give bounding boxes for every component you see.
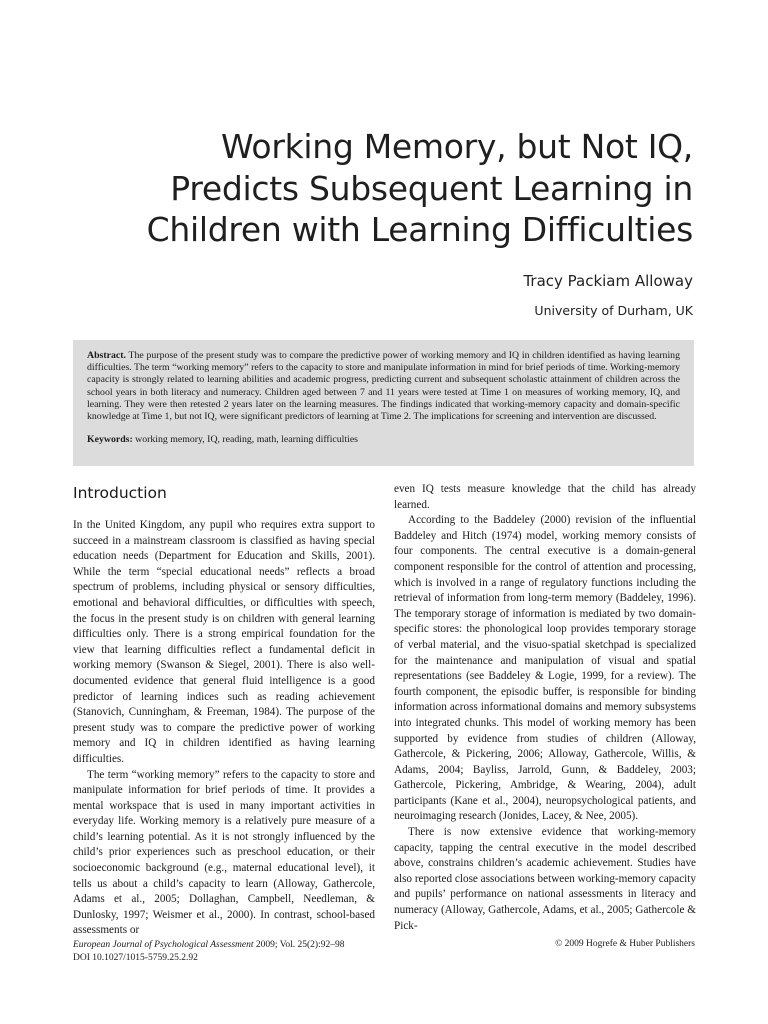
author-name: Tracy Packiam Alloway: [523, 272, 693, 290]
body-paragraph: The term “working memory” refers to the capacity to store and manipulate information for brief periods of time. It provides a mental workspace that is used in many important activities in everyday life. Working memory is a relatively pure measure of a child’s learning potential. As it is not strongly influenced by the child’s prior experiences such as preschool education, or their socioeconomic background (e.g., maternal educational level), it tells us about a child’s capacity to learn (Alloway, Gathercole, Adams et al., 2005; Dollaghan, Campbell, Needleman, & Dunlosky, 1997; Weismer et al., 2000). In contrast, school-based assessments or: [73, 768, 375, 937]
body-paragraph: There is now extensive evidence that working-memory capacity, tapping the central executive in the model described above, constrains children’s academic achievement. Studies have also reported close associations between working-memory capacity and pupils’ performance on national assessments in literacy and numeracy (Alloway, Gathercole, Adams, et al., 2005; Gathercole & Pick-: [394, 826, 696, 932]
body-paragraph: According to the Baddeley (2000) revision of the influential Baddeley and Hitch (1974) model, working memory consists of four components. The central executive is a domain-general component responsible for the control of attention and processing, which is involved in a range of regulatory functions including the retrieval of information from long-term memory (Baddeley, 1996). The temporary storage of information is mediated by two domain-specific stores: the phonological loop provides temporary storage of verbal material, and the visuo-spatial sketchpad is specialized for the maintenance and manipulation of visual and spatial representations (see Baddeley & Logie, 1999, for a review). The fourth component, the episodic buffer, is responsible for binding information across informational domains and memory subsystems into integrated chunks. This model of working memory has been supported by evidence from studies of children (Alloway, Gathercole, & Pickering, 2006; Alloway, Gathercole, Willis, & Adams, 2004; Bayliss, Jarrold, Gunn, & Baddeley, 2003; Gathercole, Pickering, Ambridge, & Wearing, 2004), adult participants (Kane et al., 2004), neuropsychological patients, and neuroimaging research (Jonides, Lacey, & Nee, 2005).: [394, 514, 696, 823]
abstract-text: The purpose of the present study was to compare the predictive power of working memory and IQ in children identified as having learning difficulties. The term “working memory” refers to the capacity to store and manipulate information in mind for brief periods of time. Working-memory capacity is strongly related to learning abilities and academic progress, predicting current and subsequent scholastic attainment of children across the school years in both literacy and numeracy. Children aged between 7 and 11 years were tested at Time 1 on measures of working memory, IQ, and learning. They were then retested 2 years later on the learning measures. The findings indicated that working-memory capacity and domain-specific knowledge at Time 1, but not IQ, were significant predictors of learning at Time 2. The implications for screening and intervention are discussed.: [87, 350, 680, 423]
title-line-3: Children with Learning Difficulties: [146, 210, 693, 249]
left-column: [73, 482, 375, 939]
section-heading-introduction: Introduction: [73, 484, 167, 502]
journal-name: European Journal of Psychological Assessment: [73, 940, 254, 950]
paper-title: [73, 126, 693, 251]
body-paragraph: In the United Kingdom, any pupil who requires extra support to succeed in a mainstream classroom is classified as having special education needs (Department for Education and Skills, 2001). While the term “special educational needs” reflects a broad spectrum of problems, including physical or sensory difficulties, emotional and behavioral difficulties, or difficulties with speech, the focus in the present study is on children with general learning difficulties only. There is a strong empirical foundation for the view that learning difficulties reflect a fundamental deficit in working memory (Swanson & Siegel, 2001). There is also well-documented evidence that general fluid intelligence is a good predictor of learning indices such as reading achievement (Stanovich, Cunningham, & Freeman, 1984). The purpose of the present study was to compare the predictive power of working memory and IQ in children identified as having learning difficulties.: [73, 519, 375, 765]
body-paragraph: even IQ tests measure knowledge that the child has already learned.: [394, 483, 696, 511]
abstract-box: [73, 340, 694, 466]
abstract-paragraph: [87, 350, 680, 423]
journal-citation-line: [73, 939, 344, 952]
footer-citation: [73, 939, 344, 965]
keywords-label: Keywords:: [87, 434, 133, 446]
journal-volume: 2009; Vol. 25(2):92–98: [253, 940, 345, 950]
doi-text: DOI 10.1027/1015-5759.25.2.92: [73, 953, 198, 963]
abstract-label: Abstract.: [87, 350, 126, 361]
keywords-text: working memory, IQ, reading, math, learning difficulties: [135, 434, 358, 446]
keywords-paragraph: [87, 434, 680, 446]
title-line-1: Working Memory, but Not IQ,: [221, 127, 693, 166]
title-line-2: Predicts Subsequent Learning in: [170, 168, 693, 208]
right-column: [394, 482, 696, 934]
author-affiliation: University of Durham, UK: [534, 303, 693, 318]
copyright-notice: © 2009 Hogrefe & Huber Publishers: [555, 939, 695, 949]
